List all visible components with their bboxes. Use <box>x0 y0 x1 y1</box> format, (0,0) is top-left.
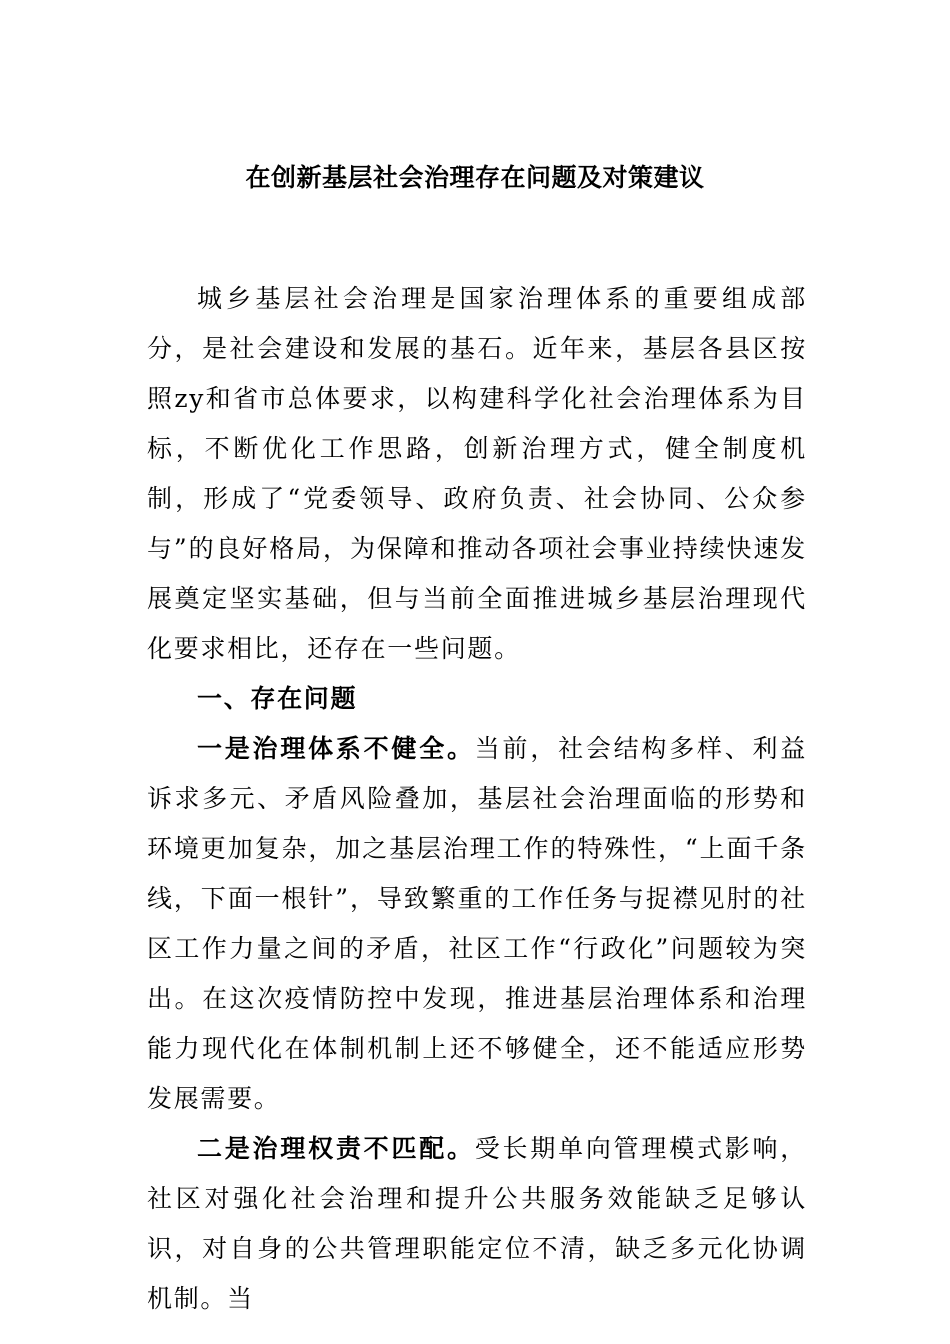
point-2-text: 受长期单向管理模式影响，社区对强化社会治理和提升公共服务效能缺乏足够认识，对自身的公共管理职能定位不清，缺乏多元化协调机制。当 <box>147 1134 807 1313</box>
document-title: 在创新基层社会治理存在问题及对策建议 <box>245 163 705 192</box>
section-heading-problems: 一、存在问题 <box>197 684 358 713</box>
document-body <box>147 274 807 1324</box>
point-2-paragraph <box>147 1124 807 1324</box>
point-1-text: 当前，社会结构多样、利益诉求多元、矛盾风险叠加，基层社会治理面临的形势和环境更加复杂，加之基层治理工作的特殊性，“上面千条线，下面一根针”，导致繁重的工作任务与捉襟见肘的社区工作力量之间的矛盾，社区工作“行政化”问题较为突出。在这次疫情防控中发现，推进基层治理体系和治理能力现代化在体制机制上还不够健全，还不能适应形势发展需要。 <box>147 734 807 1113</box>
point-1-paragraph <box>147 724 807 1124</box>
point-2-lead: 二是治理权责不匹配。 <box>197 1134 475 1163</box>
intro-paragraph: 城乡基层社会治理是国家治理体系的重要组成部分，是社会建设和发展的基石。近年来，基层各县区按照zy和省市总体要求，以构建科学化社会治理体系为目标，不断优化工作思路，创新治理方式，健全制度机制，形成了“党委领导、政府负责、社会协同、公众参与”的良好格局，为保障和推动各项社会事业持续快速发展奠定坚实基础，但与当前全面推进城乡基层治理现代化要求相比，还存在一些问题。 <box>147 284 807 663</box>
point-1-lead: 一是治理体系不健全。 <box>197 734 475 763</box>
